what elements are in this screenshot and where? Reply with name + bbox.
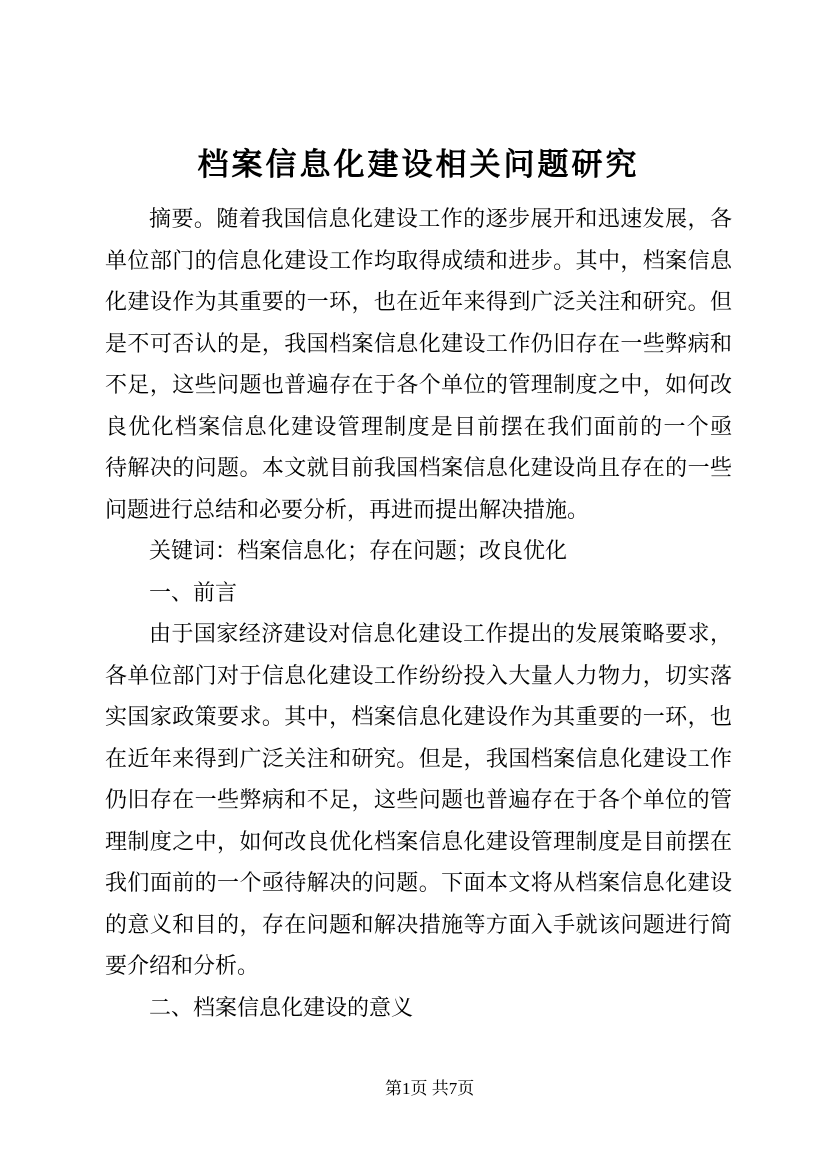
body-line: 由于国家经济建设对信息化建设工作提出的发展策略要求， xyxy=(149,621,732,646)
section-heading: 一、前言 xyxy=(149,579,238,605)
page-number-label: 第1页 共7页 xyxy=(385,1079,475,1098)
body-line: 理制度之中，如何改良优化档案信息化建设管理制度是目前摆在 xyxy=(105,828,732,854)
abstract-line: 是不可否认的是，我国档案信息化建设工作仍旧存在一些弊病和 xyxy=(105,330,732,356)
body-line: 的意义和目的，存在问题和解决措施等方面入手就该问题进行简 xyxy=(105,911,732,937)
body-line: 仍旧存在一些弊病和不足，这些问题也普遍存在于各个单位的管 xyxy=(105,787,732,812)
document-body xyxy=(105,198,732,1028)
section-heading: 二、档案信息化建设的意义 xyxy=(149,994,414,1020)
body-line: 要介绍和分析。 xyxy=(105,953,260,978)
abstract-line: 化建设作为其重要的一环，也在近年来得到广泛关注和研究。但 xyxy=(105,289,732,314)
abstract-line: 不足，这些问题也普遍存在于各个单位的管理制度之中，如何改 xyxy=(105,372,732,397)
body-line: 我们面前的一个亟待解决的问题。下面本文将从档案信息化建设 xyxy=(105,870,732,895)
page-footer xyxy=(385,1078,474,1100)
abstract-line: 摘要。随着我国信息化建设工作的逐步展开和迅速发展，各 xyxy=(149,206,732,231)
document-content xyxy=(105,140,732,1028)
abstract-line: 良优化档案信息化建设管理制度是目前摆在我们面前的一个亟 xyxy=(105,413,732,439)
body-line: 实国家政策要求。其中，档案信息化建设作为其重要的一环，也 xyxy=(105,704,732,729)
body-line: 在近年来得到广泛关注和研究。但是，我国档案信息化建设工作 xyxy=(105,745,732,771)
document-title: 档案信息化建设相关问题研究 xyxy=(197,147,640,182)
body-line: 各单位部门对于信息化建设工作纷纷投入大量人力物力，切实落 xyxy=(105,662,732,688)
abstract-line: 问题进行总结和必要分析，再进而提出解决措施。 xyxy=(105,496,590,522)
keywords-line: 关键词：档案信息化；存在问题；改良优化 xyxy=(149,538,568,563)
abstract-line: 单位部门的信息化建设工作均取得成绩和进步。其中，档案信息 xyxy=(105,247,732,273)
abstract-line: 待解决的问题。本文就目前我国档案信息化建设尚且存在的一些 xyxy=(105,455,732,480)
